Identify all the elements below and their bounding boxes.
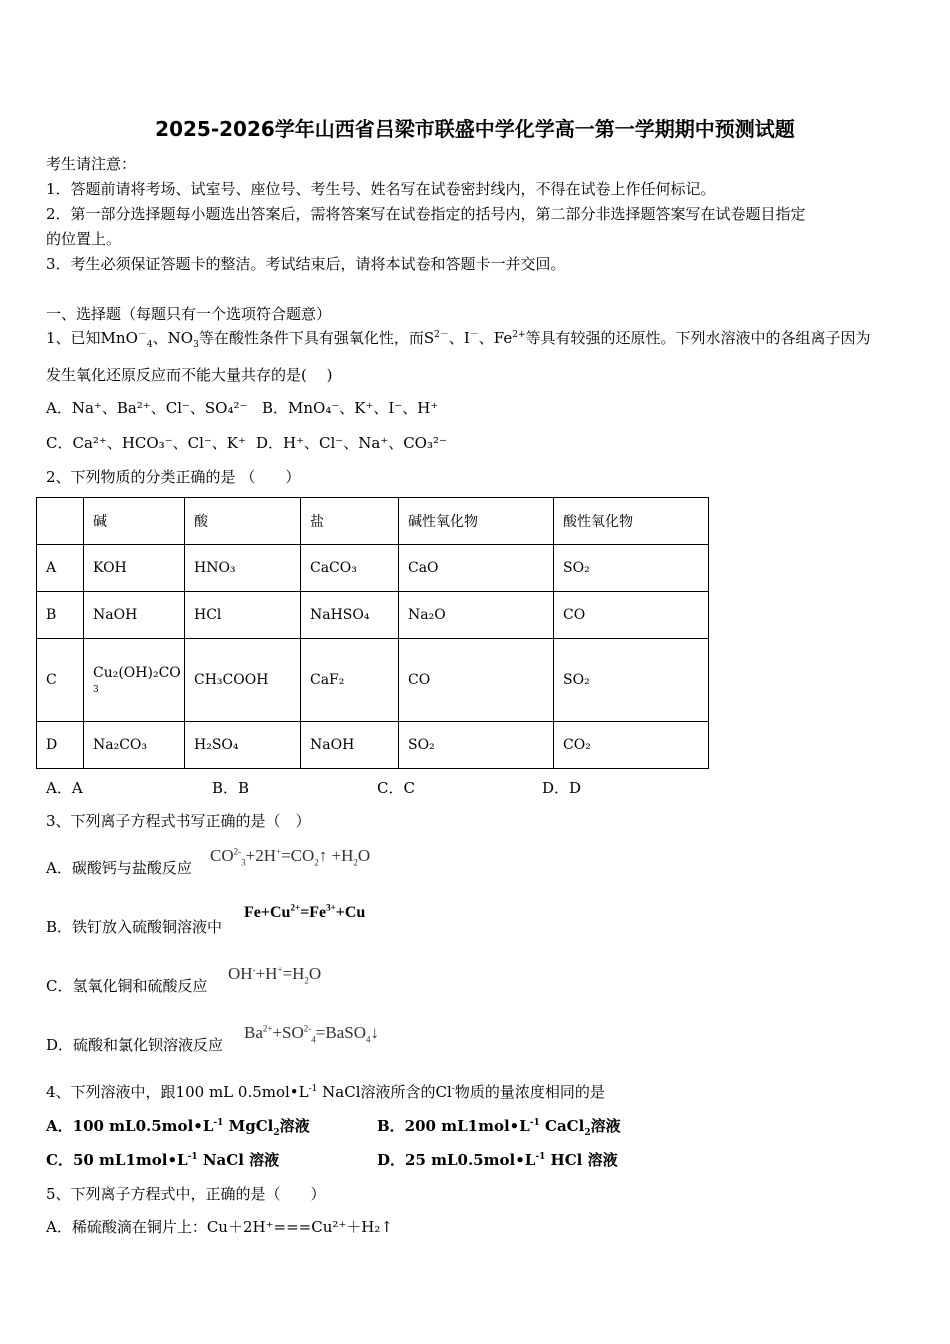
- table-header-row: [37, 498, 709, 545]
- notice-heading: 考生请注意：: [46, 155, 137, 173]
- section-heading: 一、选择题（每题只有一个选项符合题意）: [46, 305, 332, 323]
- q3-equation-b: $Fe+Cu^{2+}=Fe^{3+}+Cu$: [244, 902, 366, 921]
- q5-stem: 5、下列离子方程式中，正确的是（ ）: [46, 1185, 326, 1203]
- q1-stem: 1、已知MnO－$_4$、$NO_3$等在酸性条件下具有强氧化性，而$S^{2-}$、I－、$Fe^{2+}$等具有较强的还原性。下列水溶液中的各组离子因为: [46, 329, 871, 350]
- notice-item-2: 2．第一部分选择题每小题选出答案后，需将答案写在试卷指定的括号内，第二部分非选择题答案写在试卷题目指定: [46, 205, 806, 223]
- q2-answer-b: B．B: [212, 779, 250, 797]
- table-cell: SO₂: [554, 639, 709, 722]
- table-header-cell: 酸性氧化物: [554, 498, 709, 545]
- q3-stem: 3、下列离子方程式书写正确的是（ ）: [46, 812, 311, 830]
- q3-option-b: B．铁钉放入硫酸铜溶液中: [46, 918, 223, 936]
- q1-option-c: C．Ca²⁺、HCO₃⁻、Cl⁻、K⁺: [46, 434, 246, 452]
- table-cell: NaOH: [84, 592, 185, 639]
- table-cell: A: [37, 545, 84, 592]
- table-cell: CaF₂: [301, 639, 399, 722]
- table-row: [37, 545, 709, 592]
- q1-option-d: D．H⁺、Cl⁻、Na⁺、CO₃²⁻: [256, 434, 447, 452]
- table-cell: KOH: [84, 545, 185, 592]
- q3-equation-c: $OH^-+H^+=H_2O$: [228, 964, 322, 986]
- q2-stem: 2、下列物质的分类正确的是 （ ）: [46, 468, 301, 486]
- table-cell: SO₂: [554, 545, 709, 592]
- table-cell: NaOH: [301, 722, 399, 769]
- table-cell: Na₂O: [399, 592, 554, 639]
- table-header-cell: 碱性氧化物: [399, 498, 554, 545]
- table-cell: [84, 639, 185, 722]
- q3-equation-d: $Ba^{2+}+SO^{2-}_4=BaSO_4↓$: [244, 1023, 379, 1045]
- table-header-cell: 酸: [185, 498, 301, 545]
- q4-stem: 4、下列溶液中，跟100 mL $0.5mol•L^{-1}$ NaCl溶液所含的Cl-物质的量浓度相同的是: [46, 1083, 605, 1101]
- q2-answer-a: A．A: [46, 779, 83, 797]
- table-cell: HCl: [185, 592, 301, 639]
- table-cell: CO: [554, 592, 709, 639]
- q4-option-c: C．50 $mL1mol•L^{-1}$ NaCl 溶液: [46, 1151, 280, 1169]
- q1-stem-line2: 发生氧化还原反应而不能大量共存的是( ): [46, 366, 333, 384]
- notice-item-3: 3．考生必须保证答题卡的整洁。考试结束后，请将本试卷和答题卡一并交回。: [46, 255, 566, 273]
- table-cell: SO₂: [399, 722, 554, 769]
- table-header-cell: [37, 498, 84, 545]
- page-title: 2025-2026学年山西省吕梁市联盛中学化学高一第一学期期中预测试题: [155, 117, 795, 141]
- q2-answer-d: D．D: [542, 779, 582, 797]
- table-cell-wrap: 3: [93, 685, 99, 695]
- classification-table: [36, 497, 709, 769]
- q3-option-d: D．硫酸和氯化钡溶液反应: [46, 1036, 224, 1054]
- table-row: [37, 592, 709, 639]
- notice-item-1: 1．答题前请将考场、试室号、座位号、考生号、姓名写在试卷密封线内，不得在试卷上作任何标记。: [46, 180, 716, 198]
- table-cell: HNO₃: [185, 545, 301, 592]
- table-cell: CH₃COOH: [185, 639, 301, 722]
- table-row: [37, 722, 709, 769]
- table-cell: CO: [399, 639, 554, 722]
- table-cell: H₂SO₄: [185, 722, 301, 769]
- q1-option-b: B．MnO₄⁻、K⁺、I⁻、H⁺: [262, 399, 439, 417]
- table-cell: CaCO₃: [301, 545, 399, 592]
- table-cell: B: [37, 592, 84, 639]
- table-header-cell: 盐: [301, 498, 399, 545]
- table-cell: CO₂: [554, 722, 709, 769]
- table-cell: CaO: [399, 545, 554, 592]
- table-cell: Na₂CO₃: [84, 722, 185, 769]
- q4-option-d: D．25 $mL0.5mol•L^{-1}$ HCl 溶液: [377, 1151, 618, 1169]
- q2-answer-c: C．C: [377, 779, 415, 797]
- table-cell-text: Cu₂(OH)₂CO: [93, 665, 181, 681]
- q1-option-a: A．Na⁺、Ba²⁺、Cl⁻、SO₄²⁻: [46, 399, 248, 417]
- table-cell: C: [37, 639, 84, 722]
- q3-option-a: A．碳酸钙与盐酸反应: [46, 859, 192, 877]
- q5-option-a: A．稀硫酸滴在铜片上：Cu＋2H⁺===Cu²⁺＋H₂↑: [46, 1218, 393, 1236]
- q4-option-a: A．100 $mL0.5mol•L^{-1}$ MgCl$_2$溶液: [46, 1117, 310, 1138]
- table-header-cell: 碱: [84, 498, 185, 545]
- q4-option-b: B．200 $mL1mol•L^{-1}$ CaCl$_2$溶液: [377, 1117, 621, 1138]
- q3-option-c: C．氢氧化铜和硫酸反应: [46, 977, 208, 995]
- table-cell: D: [37, 722, 84, 769]
- q3-equation-a: $CO^{2-}_3+2H^+=CO_2↑ +H_2O$: [210, 846, 371, 868]
- table-row: [37, 639, 709, 722]
- table-cell: NaHSO₄: [301, 592, 399, 639]
- notice-item-2-cont: 的位置上。: [46, 230, 122, 248]
